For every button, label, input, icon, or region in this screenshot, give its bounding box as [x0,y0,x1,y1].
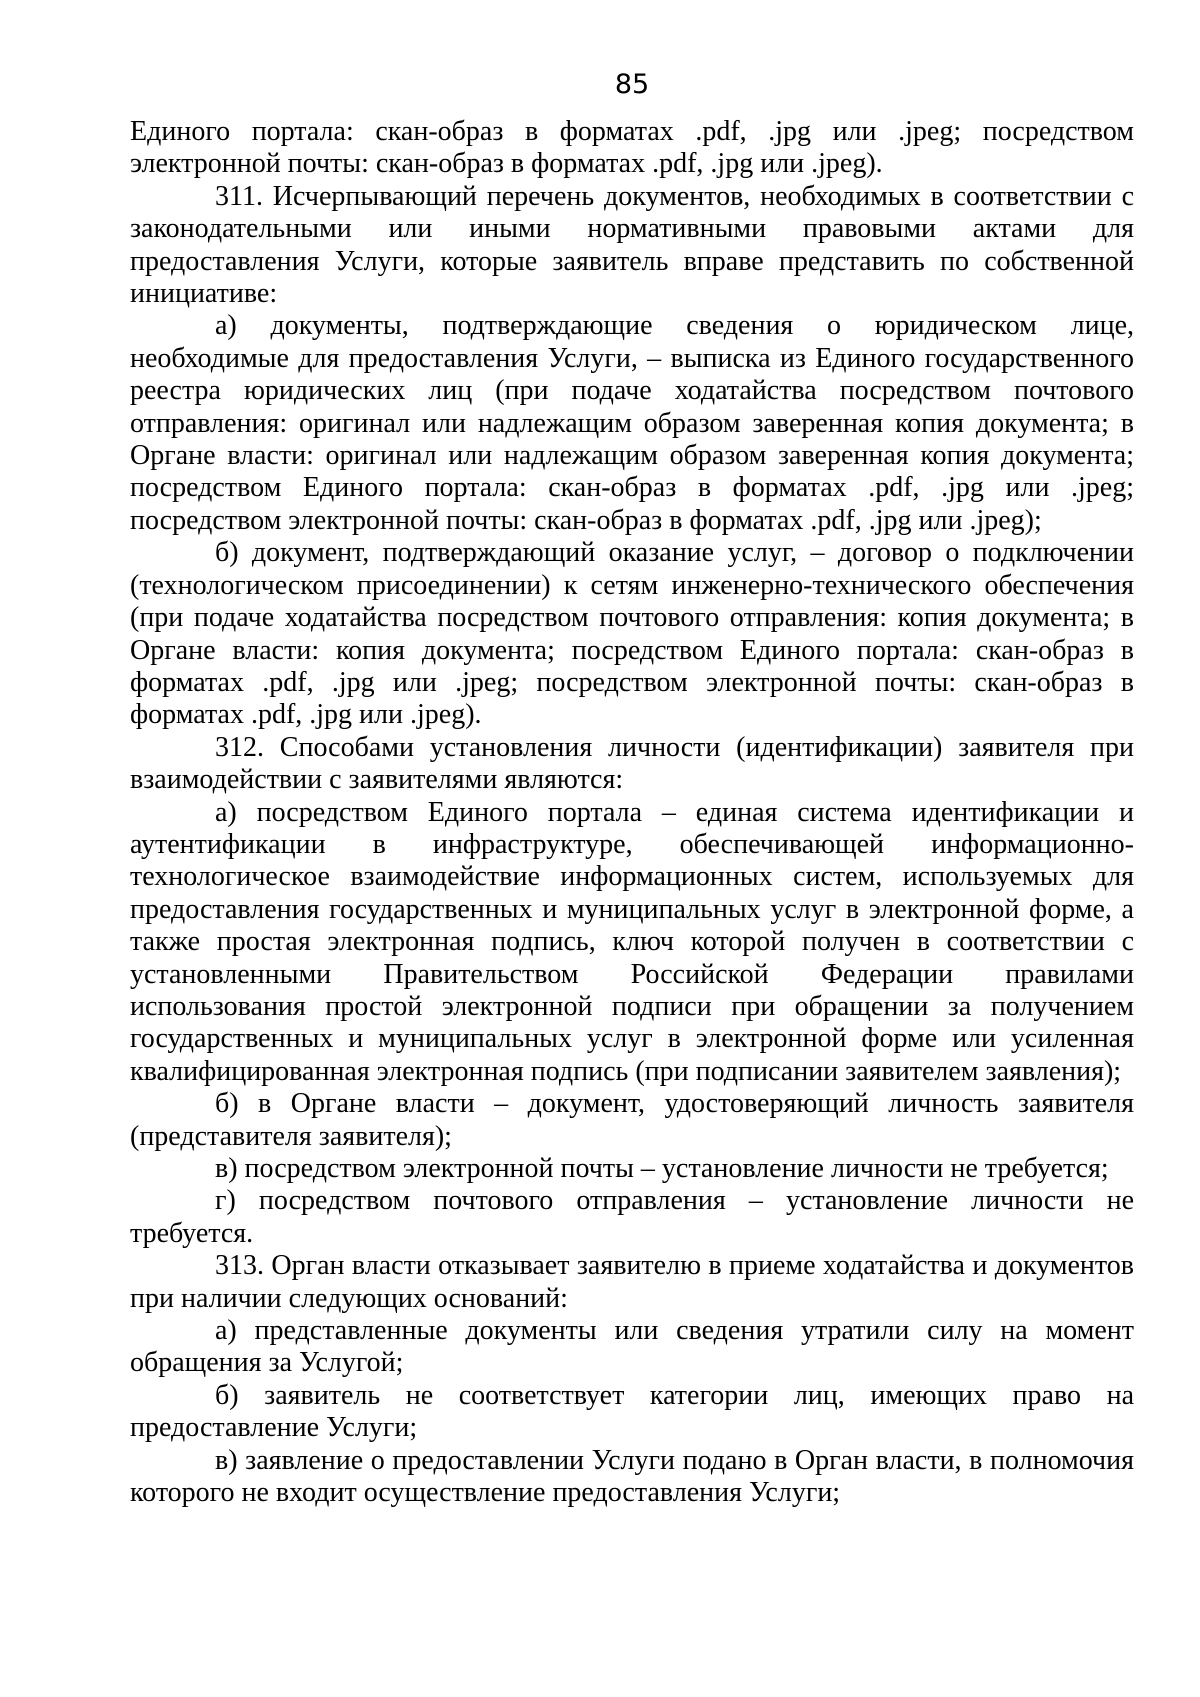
paragraph-311-a: а) документы, подтверждающие сведения о юридическом лице, необходимые для предоставления Услуги, – выписка из Единого государственного реестра юридических лиц (при подаче ходатайства посредством почтового отправления: оригинал или надлежащим образом заверенная копия документа; в Органе власти: оригинал или надлежащим образом заверенная копия документа; посредством Единого портала: скан-образ в форматах .pdf, .jpg или .jpeg; посредством электронной почты: скан-образ в форматах .pdf, .jpg или .jpeg); [130,310,1134,536]
document-body [130,116,1134,1509]
paragraph-313-v: в) заявление о предоставлении Услуги подано в Орган власти, в полномочия которого не входит осуществление предоставления Услуги; [130,1444,1134,1509]
paragraph-continuation: Единого портала: скан-образ в форматах .pdf, .jpg или .jpeg; посредством электронной почты: скан-образ в форматах .pdf, .jpg или .jpeg). [130,116,1134,180]
paragraph-312-b: б) в Органе власти – документ, удостоверяющий личность заявителя (представителя заявителя); [130,1088,1134,1152]
paragraph-313-a: а) представленные документы или сведения утратили силу на момент обращения за Услугой; [130,1315,1134,1379]
paragraph-312-a: а) посредством Единого портала – единая система идентификации и аутентификации в инфраструктуре, обеспечивающей информационно-технологическое взаимодействие информационных систем, используемых для предоставления государственных и муниципальных услуг в электронной форме, а также простая электронная подпись, ключ которой получен в соответствии с установленными Правительством Российской Федерации правилами использования простой электронной подписи при обращении за получением государственных и муниципальных услуг в электронной форме или усиленная квалифицированная электронная подпись (при подписании заявителем заявления); [130,796,1134,1087]
page-number: 85 [614,69,650,100]
paragraph-312-v: в) посредством электронной почты – установление личности не требуется; [215,1153,1109,1184]
paragraph-313-b: б) заявитель не соответствует категории лиц, имеющих право на предоставление Услуги; [130,1379,1134,1444]
paragraph-311-b: б) документ, подтверждающий оказание услуг, – договор о подключении (технологическом присоединении) к сетям инженерно-технического обеспечения (при подаче ходатайства посредством почтового отправления: копия документа; в Органе власти: копия документа; посредством Единого портала: скан-образ в форматах .pdf, .jpg или .jpeg; посредством электронной почты: скан-образ в форматах .pdf, .jpg или .jpeg). [130,537,1134,731]
paragraph-313: 313. Орган власти отказывает заявителю в приеме ходатайства и документов при наличии следующих оснований: [130,1250,1134,1314]
paragraph-311: 311. Исчерпывающий перечень документов, необходимых в соответствии с законодательными или иными нормативными правовыми актами для предоставления Услуги, которые заявитель вправе представить по собственной инициативе: [130,180,1134,310]
paragraph-312-g: г) посредством почтового отправления – установление личности не требуется. [130,1185,1134,1249]
paragraph-312: 312. Способами установления личности (идентификации) заявителя при взаимодействии с заявителями являются: [130,731,1134,796]
